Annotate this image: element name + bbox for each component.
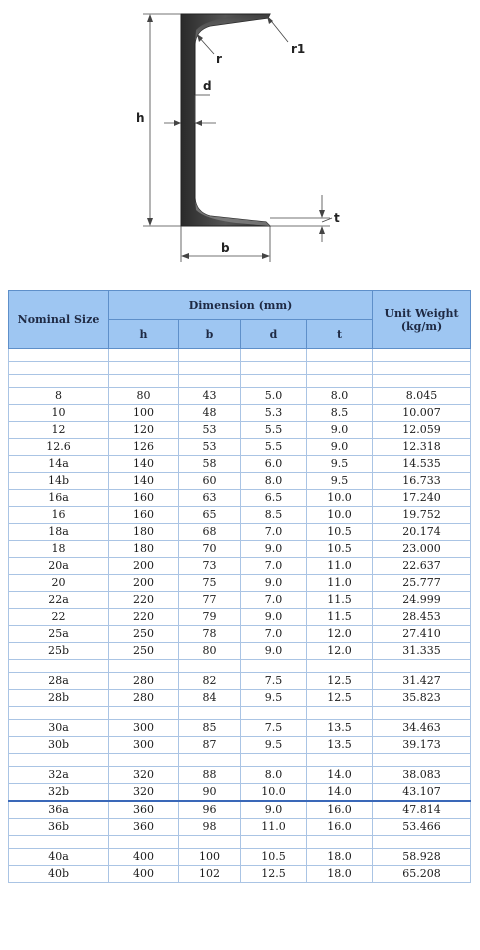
- cell-weight: 65.208: [373, 866, 471, 883]
- cell-weight: 28.453: [373, 609, 471, 626]
- table-row: [9, 626, 471, 643]
- cell-d: 9.0: [241, 541, 307, 558]
- cell-d: 6.0: [241, 456, 307, 473]
- cell-weight: 20.174: [373, 524, 471, 541]
- cell-h: 280: [109, 673, 179, 690]
- cell-b: 79: [179, 609, 241, 626]
- cell-d: 10.5: [241, 849, 307, 866]
- cell-b: 53: [179, 422, 241, 439]
- empty-cell: [109, 362, 179, 375]
- empty-cell: [307, 375, 373, 388]
- table-row: [9, 801, 471, 819]
- cell-size: 36a: [9, 801, 109, 819]
- header-t: t: [307, 320, 373, 349]
- empty-cell: [9, 707, 109, 720]
- table-row: [9, 507, 471, 524]
- empty-cell: [373, 707, 471, 720]
- table-row: [9, 609, 471, 626]
- cell-h: 180: [109, 541, 179, 558]
- empty-cell: [9, 362, 109, 375]
- table-row: [9, 737, 471, 754]
- cell-weight: 25.777: [373, 575, 471, 592]
- cell-h: 140: [109, 473, 179, 490]
- cell-b: 96: [179, 801, 241, 819]
- cell-d: 7.0: [241, 558, 307, 575]
- header-d: d: [241, 320, 307, 349]
- cell-d: 9.0: [241, 609, 307, 626]
- channel-dimension-table: [8, 290, 471, 883]
- cell-weight: 8.045: [373, 388, 471, 405]
- table-row: [9, 720, 471, 737]
- empty-cell: [179, 836, 241, 849]
- cell-size: 40b: [9, 866, 109, 883]
- cell-weight: 31.335: [373, 643, 471, 660]
- empty-cell: [9, 349, 109, 362]
- cell-b: 58: [179, 456, 241, 473]
- cell-size: 12.6: [9, 439, 109, 456]
- cell-h: 300: [109, 737, 179, 754]
- cell-d: 9.0: [241, 643, 307, 660]
- cell-size: 32a: [9, 767, 109, 784]
- cell-h: 220: [109, 592, 179, 609]
- cell-t: 13.5: [307, 737, 373, 754]
- cell-b: 88: [179, 767, 241, 784]
- cell-weight: 27.410: [373, 626, 471, 643]
- cell-t: 9.5: [307, 473, 373, 490]
- empty-cell: [241, 836, 307, 849]
- cell-d: 8.5: [241, 507, 307, 524]
- empty-cell: [179, 754, 241, 767]
- cell-d: 5.5: [241, 422, 307, 439]
- empty-cell: [373, 836, 471, 849]
- header-unit-weight: Unit Weight (kg/m): [373, 291, 471, 349]
- cell-size: 8: [9, 388, 109, 405]
- cell-weight: 24.999: [373, 592, 471, 609]
- cell-d: 8.0: [241, 473, 307, 490]
- cell-h: 100: [109, 405, 179, 422]
- cell-size: 12: [9, 422, 109, 439]
- cell-size: 20: [9, 575, 109, 592]
- empty-cell: [373, 362, 471, 375]
- empty-cell: [9, 754, 109, 767]
- cell-size: 14a: [9, 456, 109, 473]
- cell-d: 12.5: [241, 866, 307, 883]
- table-spacer-row: [9, 836, 471, 849]
- table-row: [9, 643, 471, 660]
- cell-h: 80: [109, 388, 179, 405]
- cell-h: 160: [109, 490, 179, 507]
- table-row: [9, 558, 471, 575]
- cell-t: 16.0: [307, 819, 373, 836]
- cell-d: 5.0: [241, 388, 307, 405]
- table-row: [9, 473, 471, 490]
- cell-size: 18a: [9, 524, 109, 541]
- cell-d: 5.5: [241, 439, 307, 456]
- cell-weight: 58.928: [373, 849, 471, 866]
- cell-b: 102: [179, 866, 241, 883]
- empty-cell: [109, 349, 179, 362]
- cell-weight: 43.107: [373, 784, 471, 802]
- cell-d: 9.0: [241, 575, 307, 592]
- cell-t: 9.5: [307, 456, 373, 473]
- table-row: [9, 524, 471, 541]
- cell-t: 8.5: [307, 405, 373, 422]
- cell-t: 9.0: [307, 422, 373, 439]
- empty-cell: [307, 660, 373, 673]
- header-h: h: [109, 320, 179, 349]
- cell-b: 70: [179, 541, 241, 558]
- cell-d: 9.0: [241, 801, 307, 819]
- cell-size: 40a: [9, 849, 109, 866]
- cell-size: 14b: [9, 473, 109, 490]
- empty-cell: [241, 660, 307, 673]
- cell-h: 320: [109, 784, 179, 802]
- cell-weight: 39.173: [373, 737, 471, 754]
- cell-weight: 38.083: [373, 767, 471, 784]
- cell-weight: 14.535: [373, 456, 471, 473]
- empty-cell: [307, 707, 373, 720]
- cell-size: 28b: [9, 690, 109, 707]
- label-d: d: [203, 79, 212, 93]
- cell-t: 12.5: [307, 690, 373, 707]
- cell-t: 9.0: [307, 439, 373, 456]
- cell-t: 12.0: [307, 626, 373, 643]
- label-b: b: [221, 241, 230, 255]
- table-spacer-row: [9, 707, 471, 720]
- empty-cell: [373, 754, 471, 767]
- cell-t: 10.0: [307, 507, 373, 524]
- cell-size: 20a: [9, 558, 109, 575]
- cell-b: 84: [179, 690, 241, 707]
- cell-t: 10.5: [307, 524, 373, 541]
- empty-cell: [179, 349, 241, 362]
- cell-h: 300: [109, 720, 179, 737]
- cell-h: 200: [109, 575, 179, 592]
- cell-h: 126: [109, 439, 179, 456]
- cell-b: 85: [179, 720, 241, 737]
- table-spacer-row: [9, 349, 471, 362]
- cell-t: 11.0: [307, 575, 373, 592]
- cell-size: 28a: [9, 673, 109, 690]
- label-r1: r1: [291, 42, 306, 56]
- cell-b: 63: [179, 490, 241, 507]
- cell-d: 7.5: [241, 673, 307, 690]
- table-row: [9, 673, 471, 690]
- empty-cell: [179, 375, 241, 388]
- cell-b: 80: [179, 643, 241, 660]
- empty-cell: [179, 707, 241, 720]
- table-row: [9, 866, 471, 883]
- table-row: [9, 690, 471, 707]
- cell-weight: 17.240: [373, 490, 471, 507]
- cell-weight: 22.637: [373, 558, 471, 575]
- cell-h: 120: [109, 422, 179, 439]
- empty-cell: [307, 349, 373, 362]
- cell-t: 16.0: [307, 801, 373, 819]
- channel-section-diagram: [0, 0, 480, 290]
- empty-cell: [9, 660, 109, 673]
- cell-b: 68: [179, 524, 241, 541]
- cell-b: 65: [179, 507, 241, 524]
- cell-d: 7.0: [241, 524, 307, 541]
- cell-t: 13.5: [307, 720, 373, 737]
- table-row: [9, 490, 471, 507]
- cell-b: 75: [179, 575, 241, 592]
- cell-size: 22: [9, 609, 109, 626]
- cell-d: 7.0: [241, 592, 307, 609]
- empty-cell: [109, 707, 179, 720]
- cell-h: 220: [109, 609, 179, 626]
- header-dimension: Dimension (mm): [109, 291, 373, 320]
- cell-t: 12.0: [307, 643, 373, 660]
- table-row: [9, 439, 471, 456]
- cell-h: 360: [109, 819, 179, 836]
- table-spacer-row: [9, 754, 471, 767]
- table-row: [9, 575, 471, 592]
- empty-cell: [241, 707, 307, 720]
- cell-size: 30a: [9, 720, 109, 737]
- cell-t: 11.0: [307, 558, 373, 575]
- cell-weight: 31.427: [373, 673, 471, 690]
- cell-b: 53: [179, 439, 241, 456]
- table-row: [9, 456, 471, 473]
- empty-cell: [307, 754, 373, 767]
- empty-cell: [109, 754, 179, 767]
- channel-profile: [181, 14, 270, 226]
- cell-weight: 35.823: [373, 690, 471, 707]
- header-b: b: [179, 320, 241, 349]
- table-row: [9, 784, 471, 802]
- cell-weight: 19.752: [373, 507, 471, 524]
- cell-size: 16a: [9, 490, 109, 507]
- empty-cell: [9, 375, 109, 388]
- cell-size: 32b: [9, 784, 109, 802]
- cell-size: 36b: [9, 819, 109, 836]
- empty-cell: [241, 362, 307, 375]
- cell-d: 10.0: [241, 784, 307, 802]
- label-t: t: [334, 211, 340, 225]
- cell-t: 18.0: [307, 849, 373, 866]
- cell-size: 30b: [9, 737, 109, 754]
- table-row: [9, 592, 471, 609]
- table-row: [9, 819, 471, 836]
- empty-cell: [179, 362, 241, 375]
- cell-t: 14.0: [307, 767, 373, 784]
- cell-b: 100: [179, 849, 241, 866]
- cell-h: 250: [109, 626, 179, 643]
- cell-h: 400: [109, 866, 179, 883]
- cell-size: 25a: [9, 626, 109, 643]
- cell-b: 78: [179, 626, 241, 643]
- cell-d: 6.5: [241, 490, 307, 507]
- table-row: [9, 541, 471, 558]
- cell-h: 400: [109, 849, 179, 866]
- cell-b: 43: [179, 388, 241, 405]
- cell-b: 98: [179, 819, 241, 836]
- cell-d: 5.3: [241, 405, 307, 422]
- cell-weight: 34.463: [373, 720, 471, 737]
- empty-cell: [109, 375, 179, 388]
- cell-t: 12.5: [307, 673, 373, 690]
- cell-h: 360: [109, 801, 179, 819]
- cell-t: 14.0: [307, 784, 373, 802]
- table-spacer-row: [9, 660, 471, 673]
- empty-cell: [109, 660, 179, 673]
- cell-size: 10: [9, 405, 109, 422]
- cell-d: 8.0: [241, 767, 307, 784]
- cell-t: 10.5: [307, 541, 373, 558]
- cell-t: 11.5: [307, 592, 373, 609]
- cell-weight: 12.059: [373, 422, 471, 439]
- label-h: h: [136, 111, 145, 125]
- empty-cell: [109, 836, 179, 849]
- cell-size: 25b: [9, 643, 109, 660]
- label-r: r: [216, 52, 222, 66]
- cell-h: 140: [109, 456, 179, 473]
- cell-weight: 47.814: [373, 801, 471, 819]
- empty-cell: [373, 375, 471, 388]
- cell-d: 11.0: [241, 819, 307, 836]
- cell-b: 87: [179, 737, 241, 754]
- table-row: [9, 405, 471, 422]
- cell-b: 82: [179, 673, 241, 690]
- cell-h: 160: [109, 507, 179, 524]
- cell-weight: 12.318: [373, 439, 471, 456]
- empty-cell: [373, 349, 471, 362]
- cell-h: 200: [109, 558, 179, 575]
- dimension-table-container: [8, 290, 470, 883]
- cell-h: 250: [109, 643, 179, 660]
- cell-t: 18.0: [307, 866, 373, 883]
- empty-cell: [241, 754, 307, 767]
- cell-size: 22a: [9, 592, 109, 609]
- table-row: [9, 388, 471, 405]
- cell-weight: 10.007: [373, 405, 471, 422]
- cell-weight: 16.733: [373, 473, 471, 490]
- cell-h: 280: [109, 690, 179, 707]
- cell-t: 10.0: [307, 490, 373, 507]
- empty-cell: [307, 836, 373, 849]
- table-spacer-row: [9, 362, 471, 375]
- empty-cell: [179, 660, 241, 673]
- table-spacer-row: [9, 375, 471, 388]
- empty-cell: [241, 375, 307, 388]
- empty-cell: [373, 660, 471, 673]
- cell-h: 180: [109, 524, 179, 541]
- cell-d: 7.5: [241, 720, 307, 737]
- cell-d: 9.5: [241, 690, 307, 707]
- cell-weight: 23.000: [373, 541, 471, 558]
- empty-cell: [307, 362, 373, 375]
- table-row: [9, 849, 471, 866]
- cell-size: 16: [9, 507, 109, 524]
- header-nominal-size: Nominal Size: [9, 291, 109, 349]
- cell-b: 60: [179, 473, 241, 490]
- cell-b: 90: [179, 784, 241, 802]
- cell-t: 11.5: [307, 609, 373, 626]
- table-row: [9, 767, 471, 784]
- empty-cell: [9, 836, 109, 849]
- cell-b: 48: [179, 405, 241, 422]
- cell-b: 73: [179, 558, 241, 575]
- table-body: [9, 349, 471, 883]
- table-row: [9, 422, 471, 439]
- cell-b: 77: [179, 592, 241, 609]
- empty-cell: [241, 349, 307, 362]
- cell-size: 18: [9, 541, 109, 558]
- cell-t: 8.0: [307, 388, 373, 405]
- cell-weight: 53.466: [373, 819, 471, 836]
- cell-d: 7.0: [241, 626, 307, 643]
- cell-h: 320: [109, 767, 179, 784]
- cell-d: 9.5: [241, 737, 307, 754]
